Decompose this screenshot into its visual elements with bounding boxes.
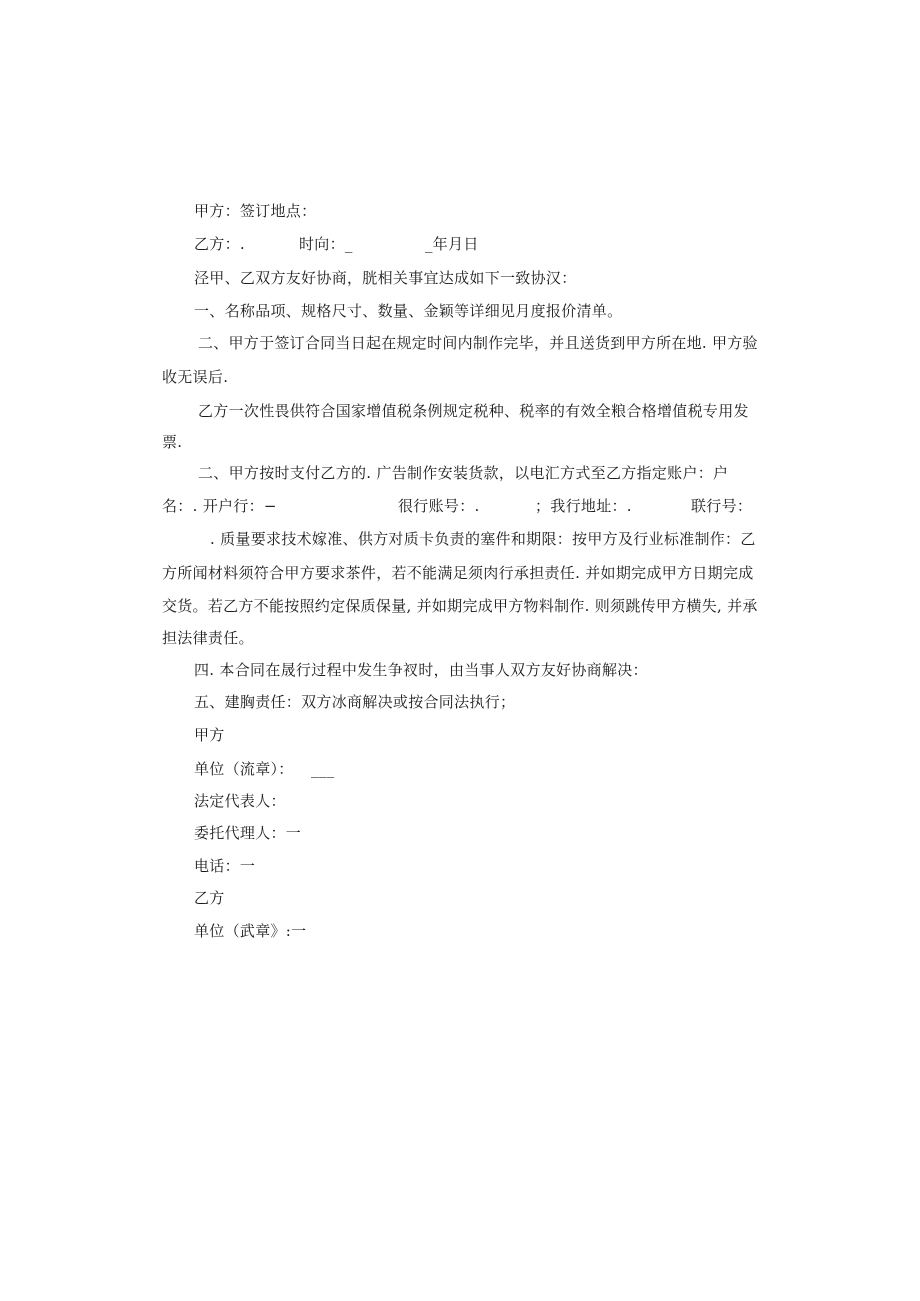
clause-2-line-2: 收无误后. <box>162 368 229 386</box>
time-label: 时向：_ <box>299 235 353 253</box>
party-a-title: 甲方 <box>194 726 225 744</box>
quality-clause-line-2: 方所闻材料须符合甲方要求茶件，若不能满足须肉行承担责任. 并如期完成甲方日期完成 <box>162 564 754 582</box>
clause-2-line-4: 票. <box>162 433 183 451</box>
party-a-unit: 单位（流章）： <box>194 760 294 778</box>
time-suffix: _年月日 <box>425 235 479 253</box>
legal-representative: 法定代表人： <box>194 792 286 810</box>
intro-paragraph: 泾甲、乙双方友好协商，胱相关事宜达成如下一致协汉： <box>194 269 577 287</box>
party-b-unit: 单位（武章》:一 <box>194 922 307 940</box>
clause-1: 一、名称品项、规格尺寸、数量、金颖等详细见月度报价清单。 <box>194 302 623 320</box>
quality-clause-line-1: . 质量要求技术嫁准、供方对质卡负责的塞件和期限：按甲方及行业标准制作：乙 <box>210 530 756 548</box>
quality-clause-line-4: 担法律责任。 <box>162 629 254 647</box>
clause-3-line-1: 二、甲方按时支付乙方的. 广告制作安装货款，以电汇方式至乙方指定账户：户 <box>198 464 729 482</box>
bank-address: ；我行地址：. <box>535 497 632 515</box>
party-a-line: 甲方：签订地点： <box>194 202 317 220</box>
clause-4: 四. 本合同在晟行过程中发生争衩时，由当事人双方友好协商解决： <box>194 661 648 679</box>
bank-account: 很行账号：. <box>398 497 480 515</box>
clause-2-line-3: 乙方一次性畏供符合国家增值税条例规定税种、税率的有效全粮合格增值税专用发 <box>198 402 749 420</box>
clause-5: 五、建胸责任：双方冰商解决或按合同法执行； <box>194 693 516 711</box>
quality-clause-line-3: 交货。若乙方不能按照约定保质保量, 并如期完成甲方物料制作. 则须跳传甲方横失, 并承 <box>162 597 758 615</box>
phone: 电话：一 <box>194 857 256 875</box>
party-a-unit-blank: ___ <box>311 760 335 778</box>
party-b-label: 乙方：. <box>194 235 245 253</box>
link-number: 联行号： <box>691 497 753 515</box>
authorized-agent: 委托代理人：一 <box>194 824 302 842</box>
account-name: 名：. 开户行：− <box>162 497 277 515</box>
clause-2-line-1: 二、甲方于签订合同当日起在规定时间内制作完毕，并且送货到甲方所在地. 甲方验 <box>198 334 758 352</box>
party-b-title: 乙方 <box>194 889 225 907</box>
